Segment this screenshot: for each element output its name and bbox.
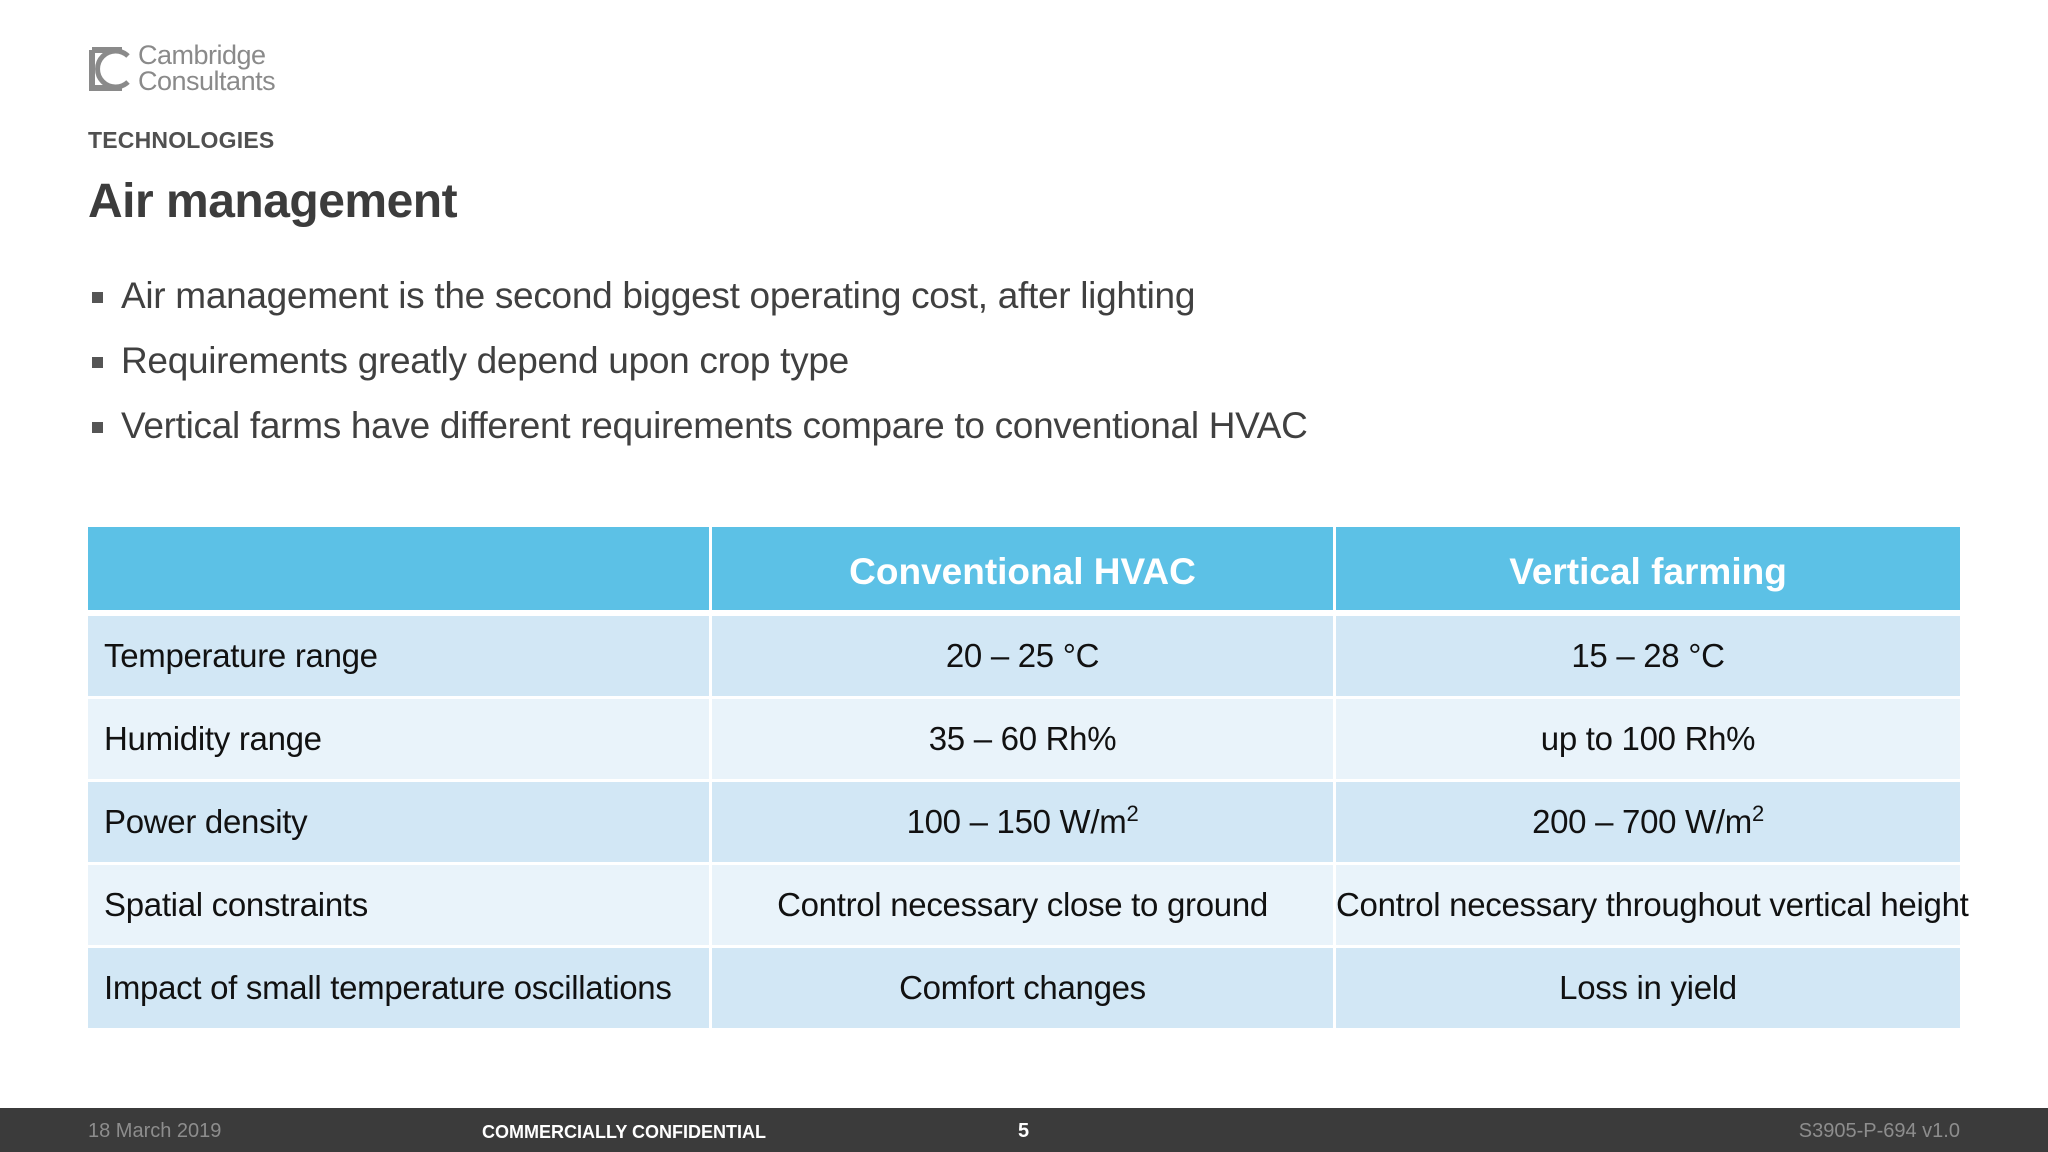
table-cell: 20 – 25 °C — [712, 616, 1336, 699]
bullet-square-icon — [92, 292, 103, 303]
row-label: Power density — [88, 782, 712, 865]
bullet-item — [88, 266, 1308, 331]
bullet-text: Requirements greatly depend upon crop type — [121, 340, 849, 381]
logo-text — [138, 42, 275, 94]
superscript: 2 — [1126, 801, 1139, 826]
row-label: Temperature range — [88, 616, 712, 699]
page-number: 5 — [1018, 1120, 1030, 1142]
bullet-text: Air management is the second biggest operating cost, after lighting — [121, 275, 1196, 316]
footer-date: 18 March 2019 — [88, 1120, 222, 1142]
bullet-item — [88, 396, 1308, 461]
power-density-value: 100 – 150 W/m — [906, 803, 1127, 840]
logo-line-2: Consultants — [138, 66, 276, 96]
superscript: 2 — [1751, 801, 1764, 826]
document-reference: S3905-P-694 v1.0 — [1798, 1120, 1960, 1142]
section-kicker: TECHNOLOGIES — [88, 127, 275, 153]
comparison-table — [88, 527, 1969, 1031]
table-row — [88, 865, 1960, 948]
table-cell: Loss in yield — [1336, 948, 1960, 1031]
bullet-square-icon — [92, 422, 103, 433]
slide-title: Air management — [88, 175, 458, 228]
bullet-text: Vertical farms have different requirements compare to conventional HVAC — [121, 405, 1308, 446]
table-cell: Comfort changes — [712, 948, 1336, 1031]
table-header-row — [88, 527, 1960, 616]
bullet-square-icon — [92, 357, 103, 368]
row-label: Spatial constraints — [88, 865, 712, 948]
power-density-value: 200 – 700 W/m — [1532, 803, 1752, 840]
table-cell: up to 100 Rh% — [1336, 699, 1960, 782]
table-row — [88, 616, 1960, 699]
table-cell — [1336, 782, 1960, 865]
row-label: Impact of small temperature oscillations — [88, 948, 712, 1031]
header-cell-empty — [88, 527, 712, 616]
table-row — [88, 699, 1960, 782]
company-logo — [88, 42, 298, 98]
bullet-item — [88, 331, 1308, 396]
header-cell-conventional-hvac: Conventional HVAC — [712, 527, 1336, 616]
row-label: Humidity range — [88, 699, 712, 782]
table-row — [88, 782, 1960, 865]
table-cell: 35 – 60 Rh% — [712, 699, 1336, 782]
footer-bar — [0, 1108, 2048, 1152]
table-row — [88, 948, 1960, 1031]
cambridge-consultants-logo-icon — [88, 46, 130, 92]
footer-confidentiality: COMMERCIALLY CONFIDENTIAL — [482, 1122, 767, 1142]
header-cell-vertical-farming: Vertical farming — [1336, 527, 1960, 616]
logo-line-1: Cambridge — [138, 40, 266, 70]
table-cell: 15 – 28 °C — [1336, 616, 1960, 699]
table-cell: Control necessary throughout vertical height — [1336, 865, 1960, 948]
table-cell: Control necessary close to ground — [712, 865, 1336, 948]
bullet-list — [88, 266, 1308, 461]
table-cell — [712, 782, 1336, 865]
